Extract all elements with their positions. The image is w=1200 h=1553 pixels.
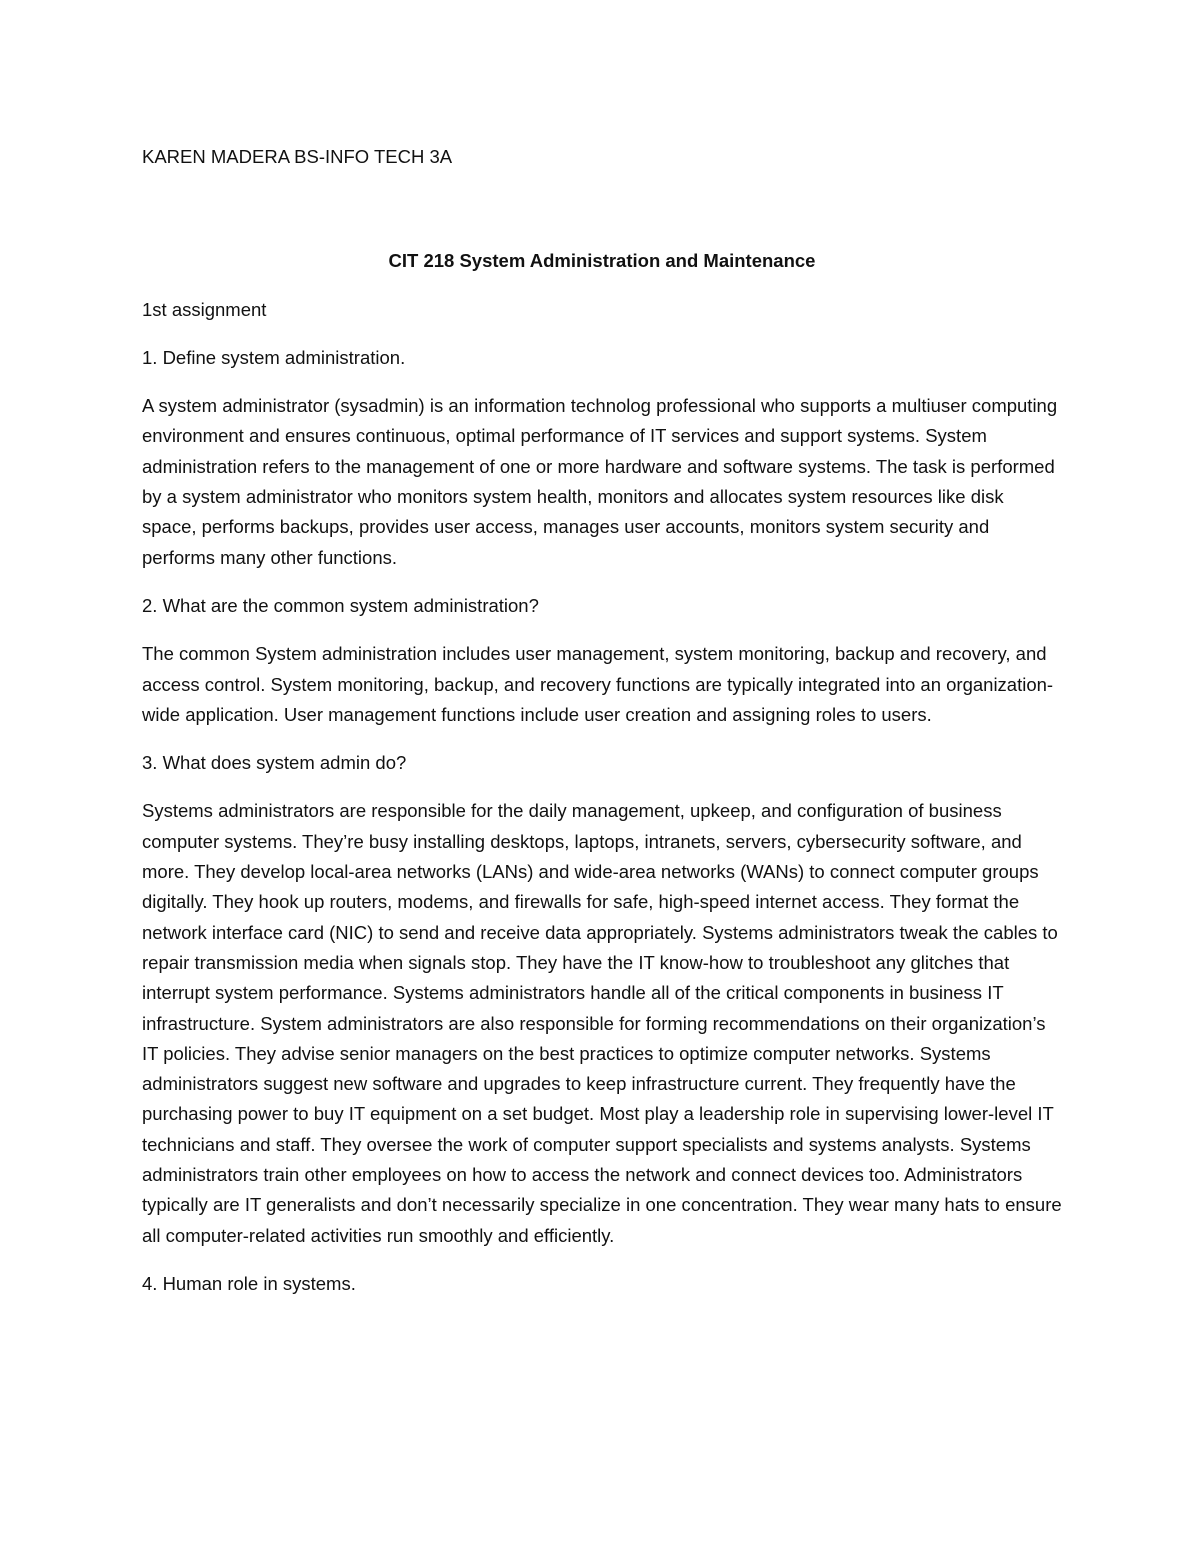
assignment-label: 1st assignment: [142, 298, 267, 320]
question-4: 4. Human role in systems.: [142, 1272, 356, 1294]
author-line: KAREN MADERA BS-INFO TECH 3A: [142, 146, 453, 167]
answer-3: Systems administrators are responsible for the daily management, upkeep, and configuration of business computer systems. They’re busy installing desktops, laptops, intranets, servers, cybersecurity software, and more. They develop local-area networks (LANs) and wide-area networks (WANs) to connect computer groups digitally. They hook up routers, modems, and firewalls for safe, high-speed internet access. They format the network interface card (NIC) to send and receive data appropriately. Systems administrators tweak the cables to repair transmission media when signals stop. They have the IT know-how to troubleshoot any glitches that interrupt system performance. Systems administrators handle all of the critical components in business IT infrastructure. System administrators are also responsible for forming recommendations on their organization’s IT policies. They advise senior managers on the best practices to optimize computer networks. Systems administrators suggest new software and upgrades to keep infrastructure current. They frequently have the purchasing power to buy IT equipment on a set budget. Most play a leadership role in supervising lower-level IT technicians and staff. They oversee the work of computer support specialists and systems analysts. Systems administrators train other employees on how to access the network and connect devices too. Administrators typically are IT generalists and don’t necessarily specialize in one concentration. They wear many hats to ensure all computer-related activities run smoothly and efficiently.: [142, 800, 1062, 1246]
course-title: CIT 218 System Administration and Maintenance: [388, 250, 816, 272]
question-3: 3. What does system admin do?: [142, 752, 407, 774]
question-1: 1. Define system administration.: [142, 346, 406, 368]
document-page: [142, 142, 1062, 1299]
answer-2: The common System administration includes user management, system monitoring, backup and recovery, and access control. System monitoring, backup, and recovery functions are typically integrated into an organization-wide application. User management functions include user creation and assigning roles to users.: [142, 643, 1054, 725]
answer-1: A system administrator (sysadmin) is an information technolog professional who supports a multiuser computing environment and ensures continuous, optimal performance of IT services and support systems. System administration refers to the management of one or more hardware and software systems. The task is performed by a system administrator who monitors system health, monitors and allocates system resources like disk space, performs backups, provides user access, manages user accounts, monitors system security and performs many other functions.: [142, 395, 1058, 568]
question-2: 2. What are the common system administration?: [142, 594, 539, 616]
